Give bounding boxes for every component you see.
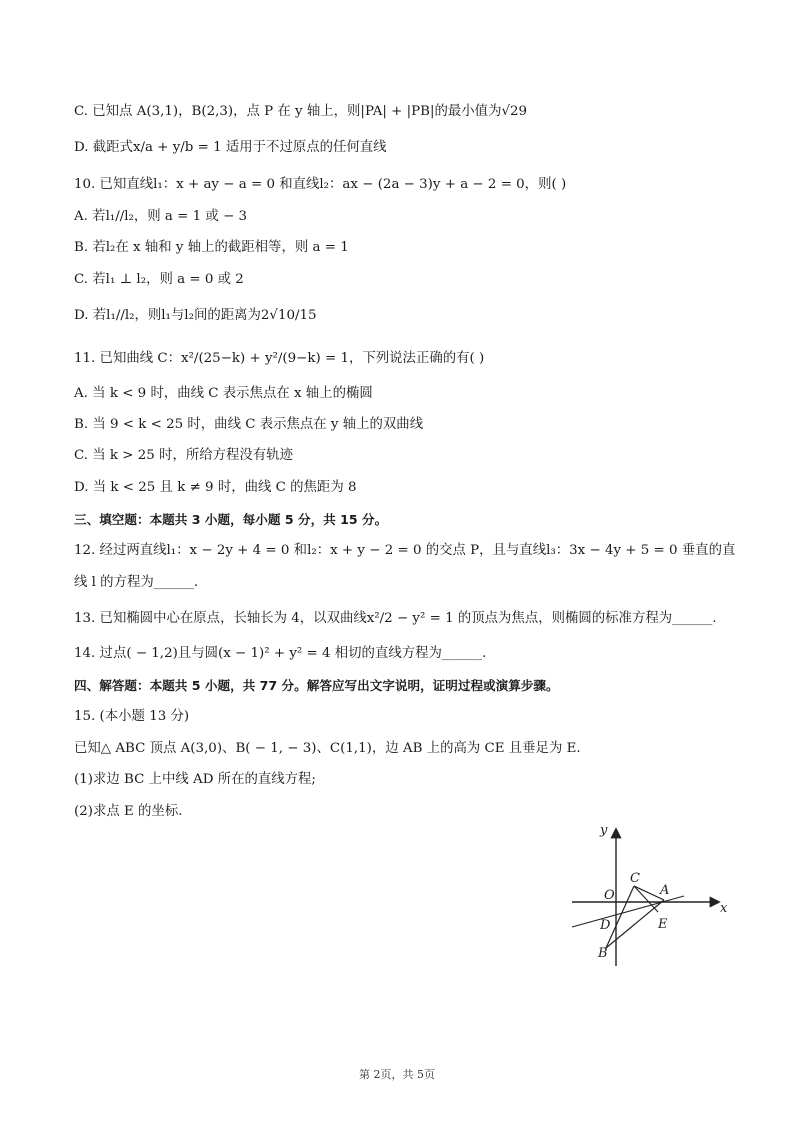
- side-ab: [606, 900, 664, 948]
- question-15-part2: (2)求点 E 的坐标.: [74, 804, 183, 819]
- point-c-label: C: [630, 871, 640, 886]
- option-10a: A. 若l₁//l₂，则 a = 1 或 − 3: [74, 209, 248, 224]
- point-d-label: D: [600, 918, 611, 933]
- triangle-figure: [560, 820, 735, 970]
- option-10b: B. 若l₂在 x 轴和 y 轴上的截距相等，则 a = 1: [74, 240, 349, 255]
- y-axis-label: y: [600, 823, 608, 838]
- question-14: 14. 过点( − 1,2)且与圆(x − 1)² + y² = 4 相切的直线方程为______.: [74, 646, 487, 661]
- option-10d: D. 若l₁//l₂，则l₁与l₂间的距离为2√10/15: [74, 308, 317, 323]
- question-11: 11. 已知曲线 C：x²/(25−k) + y²/(9−k) = 1，下列说法正确的有( ): [74, 351, 485, 366]
- origin-label: O: [604, 888, 615, 903]
- point-e-label: E: [658, 917, 668, 932]
- option-11a: A. 当 k < 9 时，曲线 C 表示焦点在 x 轴上的椭圆: [74, 386, 373, 401]
- option-11b: B. 当 9 < k < 25 时，曲线 C 表示焦点在 y 轴上的双曲线: [74, 417, 424, 432]
- option-9d: D. 截距式x/a + y/b = 1 适用于不过原点的任何直线: [74, 140, 387, 155]
- altitude-ce: [634, 886, 658, 912]
- point-a-label: A: [660, 883, 670, 898]
- section-3-heading: 三、填空题：本题共 3 小题，每小题 5 分，共 15 分。: [74, 512, 388, 527]
- question-15-stem: 已知△ ABC 顶点 A(3,0)、B( − 1, − 3)、C(1,1)，边 AB 上的高为 CE 且垂足为 E.: [74, 741, 581, 756]
- section-4-heading: 四、解答题：本题共 5 小题，共 77 分。解答应写出文字说明，证明过程或演算步骤。: [74, 678, 559, 693]
- page-footer: 第 2页，共 5页: [359, 1068, 435, 1081]
- point-b-label: B: [598, 946, 608, 961]
- option-9c: C. 已知点 A(3,1)，B(2,3)，点 P 在 y 轴上，则|PA| + |PB|的最小值为√29: [74, 104, 528, 119]
- question-13: 13. 已知椭圆中心在原点，长轴长为 4，以双曲线x²/2 − y² = 1 的顶点为焦点，则椭圆的标准方程为______.: [74, 611, 717, 626]
- question-15-header: 15. (本小题 13 分): [74, 709, 190, 724]
- question-12-cont: 线 l 的方程为______.: [74, 575, 199, 590]
- option-11d: D. 当 k < 25 且 k ≠ 9 时，曲线 C 的焦距为 8: [74, 480, 357, 495]
- question-15-part1: (1)求边 BC 上中线 AD 所在的直线方程;: [74, 772, 316, 787]
- x-axis-label: x: [720, 901, 728, 916]
- option-10c: C. 若l₁ ⊥ l₂，则 a = 0 或 2: [74, 272, 244, 287]
- option-11c: C. 当 k > 25 时，所给方程没有轨迹: [74, 448, 293, 463]
- question-12: 12. 经过两直线l₁：x − 2y + 4 = 0 和l₂：x + y − 2 = 0 的交点 P，且与直线l₃：3x − 4y + 5 = 0 垂直的直: [74, 543, 736, 558]
- question-10: 10. 已知直线l₁：x + ay − a = 0 和直线l₂：ax − (2a − 3)y + a − 2 = 0，则( ): [74, 177, 567, 192]
